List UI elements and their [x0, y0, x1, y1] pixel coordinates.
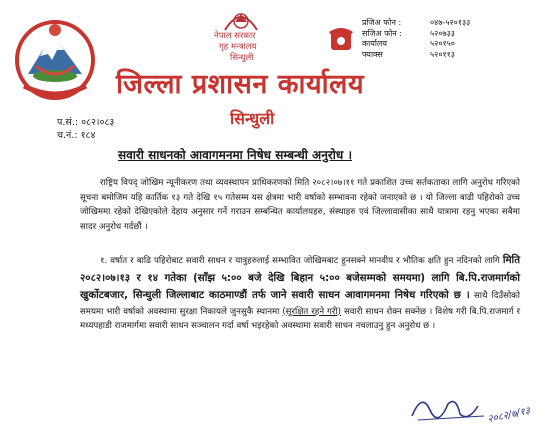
nepal-emblem-logo — [6, 16, 104, 104]
signature-date: २०८२/७/१३ — [486, 405, 532, 426]
contact-label: कार्यालय — [362, 39, 387, 48]
seal-line-ministry: गृह मन्त्रालय — [219, 42, 257, 52]
item-text-tail: सवारी साधन रोक्न सक्नेछ । विशेष गरी बि.पि.राजमार्ग र मध्यपहाडी राजमार्गमा सवारी साधन सञ्चालन गर्दा वर्षा भइरहेको अवस्थामा सवारी साधन नचलाउनु हुन अनुरोध छ । — [80, 306, 521, 331]
paragraph-text: राष्ट्रिय विपद् जोखिम न्यूनीकरण तथा व्यवस्थापन प्राधिकरणको मिति २०८२।०७।११ गते प्रकाशित उच्च सर्तकताका लागि अनुरोध गरिएको सूचना बमोजिम यहि कार्तिक १३ गते देखि १५ गतेसम्म यस क्षेत्रमा भारी वर्षाको सम्भावना रहेको जनाएको छ । यो जिल्ला बाढी पहिरोको उच्च जोखिममा रहेको देखिएकोले देहाय अनुसार गर्ने गराउन सम्बन्धित कार्यालयहरु, संस्थाहरु एवं जिल्लावासीका साथै यात्रामा रहनु भएका सबैमा सादर अनुरोध गर्दछौं । — [80, 178, 520, 232]
contact-info — [362, 18, 510, 60]
contact-value: ०४७-५२०१३३ — [430, 18, 471, 27]
contact-label: फ्याक्स — [362, 49, 383, 59]
reference-ps-value: ०८२।०८३ — [81, 117, 115, 128]
reference-cn-label: च.नं.: — [57, 130, 78, 141]
item-text-bold: मिति २०८२।०७।१३ र १४ गतेका (साँझ ५:०० बजे देखि बिहान ५:०० बजेसम्मको समयमा) लागि बि.पि.राजमार्गको खुर्कोटबजार, सिन्धुली जिल्लाबाट काठमाण्डौं तर्फ जाने सवारी साधन आवागमनमा निषेध गरिएको छ । — [80, 255, 521, 301]
item-paragraph — [80, 252, 520, 334]
contact-row — [362, 29, 510, 40]
telephone-icon — [328, 24, 354, 54]
contact-row — [362, 39, 510, 50]
contact-label: प्रजिअ फोन : — [362, 18, 402, 27]
contact-row — [362, 50, 510, 61]
item-text-underlined: (सुरक्षित रहने गरी) — [282, 306, 341, 317]
contact-value: ५२०१५० — [430, 39, 455, 48]
district-name: सिन्धुली — [230, 109, 275, 128]
letter-subject: सवारी साधनको आवागमनमा निषेध सम्बन्धी अनुरोध । — [118, 148, 353, 162]
reference-ps-label: प.सं.: — [57, 117, 79, 128]
contact-value: ५२०११३ — [430, 49, 455, 59]
reference-ps — [57, 115, 114, 128]
item-text-start: १. वर्षात र बाढि पहिरोबाट सवारी साधन र यात्रुहरुलाई सम्भावित जोखिमबाट हुनसक्ने मानवीय र भौतिक क्षति हुन नदिनको लागि — [100, 256, 500, 266]
body-paragraph-1 — [80, 176, 520, 234]
seal-line-government: नेपाल सरकार — [214, 31, 256, 41]
seal-line-district: सिन्धुली — [230, 53, 254, 63]
item-text-rest: साथै दिउँसोको समयमा भारी वर्षाको अवस्थामा सुरक्षा निकायले जुनसुकै स्थानमा — [80, 291, 520, 317]
body-item-1 — [80, 252, 520, 334]
contact-value: ५२०७३३ — [430, 28, 455, 38]
reference-cn-value: १८४ — [80, 130, 96, 141]
office-title: जिल्ला प्रशासन कार्यालय — [116, 69, 365, 100]
reference-cn — [57, 128, 95, 141]
contact-row — [362, 18, 510, 29]
handwritten-signature — [408, 386, 498, 426]
contact-label: सजिअ फोन : — [362, 28, 402, 38]
